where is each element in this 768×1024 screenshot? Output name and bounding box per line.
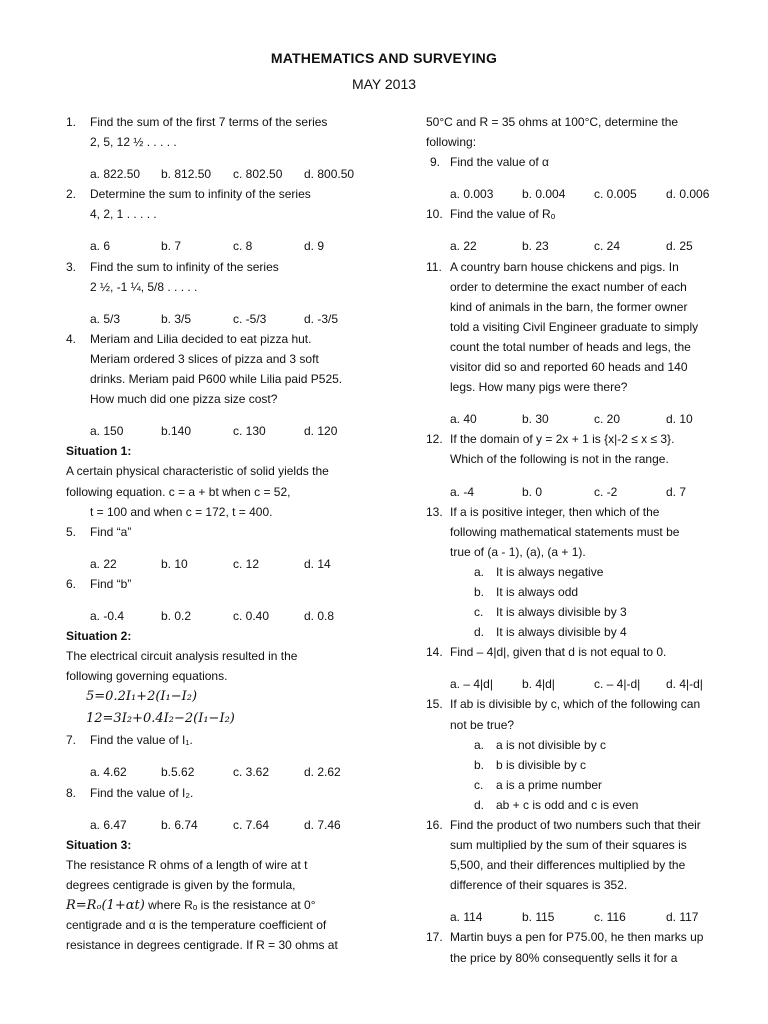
situation-text: The electrical circuit analysis resulted in the (66, 649, 298, 664)
question-number: 14. (426, 645, 443, 660)
question-text: difference of their squares is 352. (450, 878, 628, 893)
question-number: 1. (66, 115, 77, 129)
page-title: MATHEMATICS AND SURVEYING (270, 50, 498, 66)
choice-a: a. 0.003 (450, 187, 494, 202)
choice-d: d. 4|-d| (666, 677, 703, 692)
choice-b: b. 812.50 (161, 167, 212, 182)
question-text: told a visiting Civil Engineer graduate to simply (450, 319, 699, 334)
question-text: If the domain of y = 2x + 1 is {x|-2 ≤ x ≤ 3}. (450, 432, 675, 447)
choice-a: a. 4.62 (90, 765, 127, 780)
question-text: Meriam ordered 3 slices of pizza and 3 soft (90, 351, 319, 366)
situation-text: degrees centigrade is given by the formula, (66, 877, 296, 892)
choice-a: a. 40 (450, 412, 477, 427)
situation-text: The resistance R ohms of a length of wire at t (66, 857, 308, 872)
choice-a: a. 22 (450, 239, 477, 254)
choice-d: d. 7 (666, 484, 687, 499)
statement-a: a. It is always negative (474, 564, 604, 579)
question-number: 11. (426, 259, 442, 274)
question-number: 15. (426, 697, 443, 712)
choice-c: c. -5/3 (233, 311, 267, 326)
statement-b: b. b is divisible by c (474, 757, 587, 772)
choice-a: a. -0.4 (90, 608, 125, 623)
answer-choices (426, 907, 726, 927)
question-text: Meriam and Lilia decided to eat pizza hut. (90, 331, 312, 346)
choice-c: c. 130 (233, 424, 266, 439)
situation-text: t = 100 and when c = 172, t = 400. (90, 504, 273, 519)
answer-choices (426, 184, 726, 204)
question-text: Find “b” (90, 576, 132, 591)
situation-title: Situation 1: (66, 444, 132, 459)
choice-b: b. 0 (522, 484, 543, 499)
choice-d: d. 800.50 (304, 167, 355, 182)
question-16 (426, 815, 726, 927)
choice-d: d. 25 (666, 239, 693, 254)
situation-text: centigrade and α is the temperature coefficient of (66, 918, 327, 933)
answer-choices (426, 409, 726, 429)
exam-date: MAY 2013 (351, 76, 417, 92)
question-number: 6. (66, 576, 77, 591)
question-text: drinks. Meriam paid P600 while Lilia paid P525. (90, 372, 343, 387)
situation-3-continued (426, 112, 726, 152)
choice-d: d. 10 (666, 412, 693, 427)
question-number: 7. (66, 733, 77, 748)
question-text: Find the value of I₂. (90, 785, 194, 800)
choice-b: b. 4|d| (522, 677, 555, 692)
question-number: 12. (426, 432, 443, 447)
question-number: 4. (66, 331, 77, 346)
choice-d: d. 0.8 (304, 608, 335, 623)
question-text: sum multiplied by the sum of their squares is (450, 838, 687, 853)
question-text: order to determine the exact number of each (450, 279, 687, 294)
situation-text-inline: where Rₒ is the resistance at 0° (144, 898, 316, 912)
question-number: 17. (426, 930, 443, 945)
choice-c: c. 12 (233, 556, 260, 571)
question-text: not be true? (450, 717, 515, 732)
question-text: Find the product of two numbers such that their (450, 818, 701, 832)
answer-choices (426, 236, 726, 256)
answer-choices (66, 309, 366, 329)
answer-choices (66, 164, 366, 184)
choice-d: d. 14 (304, 556, 331, 571)
answer-choices (426, 674, 726, 694)
question-text: Find the value of I₁. (90, 733, 193, 748)
situation-text: resistance in degrees centigrade. If R = 30 ohms at (66, 938, 338, 953)
statement-c: c. It is always divisible by 3 (474, 605, 627, 620)
choice-c: c. 7.64 (233, 817, 270, 832)
question-7 (66, 730, 366, 782)
choice-d: d. 9 (304, 239, 325, 254)
choice-b: b. 0.004 (522, 187, 566, 202)
choice-d: d. 7.46 (304, 817, 341, 832)
answer-choices (66, 762, 366, 782)
answer-choices (66, 236, 366, 256)
choice-c: c. 24 (594, 239, 621, 254)
question-number: 8. (66, 785, 77, 800)
question-number: 5. (66, 524, 77, 539)
question-text: count the total number of heads and legs, the (450, 339, 691, 354)
question-text: If a is positive integer, then which of the (450, 504, 660, 519)
statement-d: d. It is always divisible by 4 (474, 625, 627, 640)
choice-c: c. 20 (594, 412, 621, 427)
choice-b: b. 0.2 (161, 608, 192, 623)
question-text: Which of the following is not in the range. (450, 452, 669, 467)
right-column (426, 112, 726, 968)
statement-a: a. a is not divisible by c (474, 737, 607, 752)
choice-d: d. 0.006 (666, 187, 710, 202)
choice-a: a. 822.50 (90, 167, 141, 182)
question-text: How much did one pizza size cost? (90, 392, 278, 407)
question-text: If ab is divisible by c, which of the following can (450, 697, 701, 712)
resistance-formula: R=Rₒ(1+αt) (66, 898, 145, 913)
choice-a: a. 5/3 (90, 311, 121, 326)
choice-b: b.140 (161, 424, 192, 439)
answer-choices (426, 482, 726, 502)
question-number: 3. (66, 259, 77, 274)
question-text: 5,500, and their differences multiplied by the (450, 858, 686, 873)
choice-a: a. -4 (450, 484, 475, 499)
choice-d: d. -3/5 (304, 311, 339, 326)
question-15 (426, 694, 726, 815)
question-text: A country barn house chickens and pigs. In (450, 259, 679, 274)
choice-c: c. -2 (594, 484, 618, 499)
choice-b: b. 23 (522, 239, 549, 254)
choice-b: b. 10 (161, 556, 188, 571)
choice-c: c. 0.40 (233, 608, 270, 623)
question-text: true of (a - 1), (a), (a + 1). (450, 544, 586, 559)
question-text: legs. How many pigs were there? (450, 380, 628, 395)
question-text: Find – 4|d|, given that d is not equal to 0. (450, 645, 667, 660)
choice-b: b.5.62 (161, 765, 195, 780)
question-number: 10. (426, 207, 443, 222)
question-17 (426, 927, 726, 967)
choice-c: c. – 4|-d| (594, 677, 641, 692)
question-10 (426, 204, 726, 256)
choice-a: a. 150 (90, 424, 124, 439)
question-text: Martin buys a pen for P75.00, he then marks up (450, 930, 704, 945)
question-1 (66, 112, 366, 184)
situation-2 (66, 626, 366, 730)
question-text: kind of animals in the barn, the former owner (450, 299, 688, 314)
question-text: visitor did so and reported 60 heads and 140 (450, 360, 688, 375)
question-2 (66, 184, 366, 256)
question-3 (66, 257, 366, 329)
equation-2: 12=3I₂+0.4I₂−2(I₁−I₂) (86, 711, 235, 727)
question-12 (426, 429, 726, 501)
statement-b: b. It is always odd (474, 584, 579, 599)
question-number: 16. (426, 818, 443, 832)
question-text: 4, 2, 1 . . . . . (90, 207, 157, 222)
question-8 (66, 783, 366, 835)
choice-c: c. 3.62 (233, 765, 270, 780)
question-text: Find the value of α (450, 155, 549, 170)
question-text: 2 ½, -1 ¼, 5/8 . . . . . (90, 279, 198, 294)
situation-text: following: (426, 135, 477, 150)
question-13 (426, 502, 726, 643)
answer-choices (66, 815, 366, 835)
choice-b: b. 30 (522, 412, 549, 427)
situation-text: A certain physical characteristic of solid yields the (66, 464, 329, 479)
question-11 (426, 257, 726, 430)
question-number: 13. (426, 504, 443, 519)
choice-d: d. 120 (304, 424, 338, 439)
question-text: following mathematical statements must be (450, 524, 680, 539)
situation-text (66, 895, 366, 915)
situation-text: following equation. c = a + bt when c = 52, (66, 484, 291, 499)
choice-a: a. – 4|d| (450, 677, 493, 692)
question-text: Find the value of Rₒ (450, 207, 556, 222)
statement-d: d. ab + c is odd and c is even (474, 797, 639, 812)
choice-d: d. 117 (666, 910, 699, 925)
choice-c: c. 802.50 (233, 167, 283, 182)
question-text: Determine the sum to infinity of the series (90, 187, 311, 202)
situation-text: following governing equations. (66, 669, 228, 684)
question-4 (66, 329, 366, 441)
situation-text: 50°C and R = 35 ohms at 100°C, determine the (426, 115, 679, 129)
choice-c: c. 0.005 (594, 187, 637, 202)
question-text: Find the sum of the first 7 terms of the series (90, 115, 328, 129)
choice-c: c. 116 (594, 910, 626, 925)
choice-a: a. 22 (90, 556, 117, 571)
question-text: Find the sum to infinity of the series (90, 259, 279, 274)
situation-title: Situation 3: (66, 837, 132, 852)
answer-choices (66, 554, 366, 574)
choice-b: b. 115 (522, 910, 555, 925)
question-5 (66, 522, 366, 574)
choice-d: d. 2.62 (304, 765, 341, 780)
question-number: 2. (66, 187, 77, 202)
choice-b: b. 7 (161, 239, 182, 254)
question-6 (66, 574, 366, 626)
equation-1: 5=0.2I₁+2(I₁−I₂) (86, 689, 198, 705)
question-14 (426, 642, 726, 694)
question-number: 9. (430, 155, 441, 170)
question-text: 2, 5, 12 ½ . . . . . (90, 135, 177, 150)
statement-c: c. a is a prime number (474, 777, 603, 792)
choice-b: b. 6.74 (161, 817, 198, 832)
question-9 (426, 152, 726, 204)
situation-3 (66, 835, 366, 956)
choice-c: c. 8 (233, 239, 253, 254)
situation-title: Situation 2: (66, 629, 132, 644)
left-column (66, 112, 366, 955)
answer-choices (66, 606, 366, 626)
choice-b: b. 3/5 (161, 311, 192, 326)
answer-choices (66, 421, 366, 441)
choice-a: a. 6 (90, 239, 111, 254)
choice-a: a. 114 (450, 910, 483, 925)
choice-a: a. 6.47 (90, 817, 127, 832)
situation-1 (66, 441, 366, 521)
question-text: the price by 80% consequently sells it for a (450, 950, 678, 965)
question-text: Find “a” (90, 524, 132, 539)
